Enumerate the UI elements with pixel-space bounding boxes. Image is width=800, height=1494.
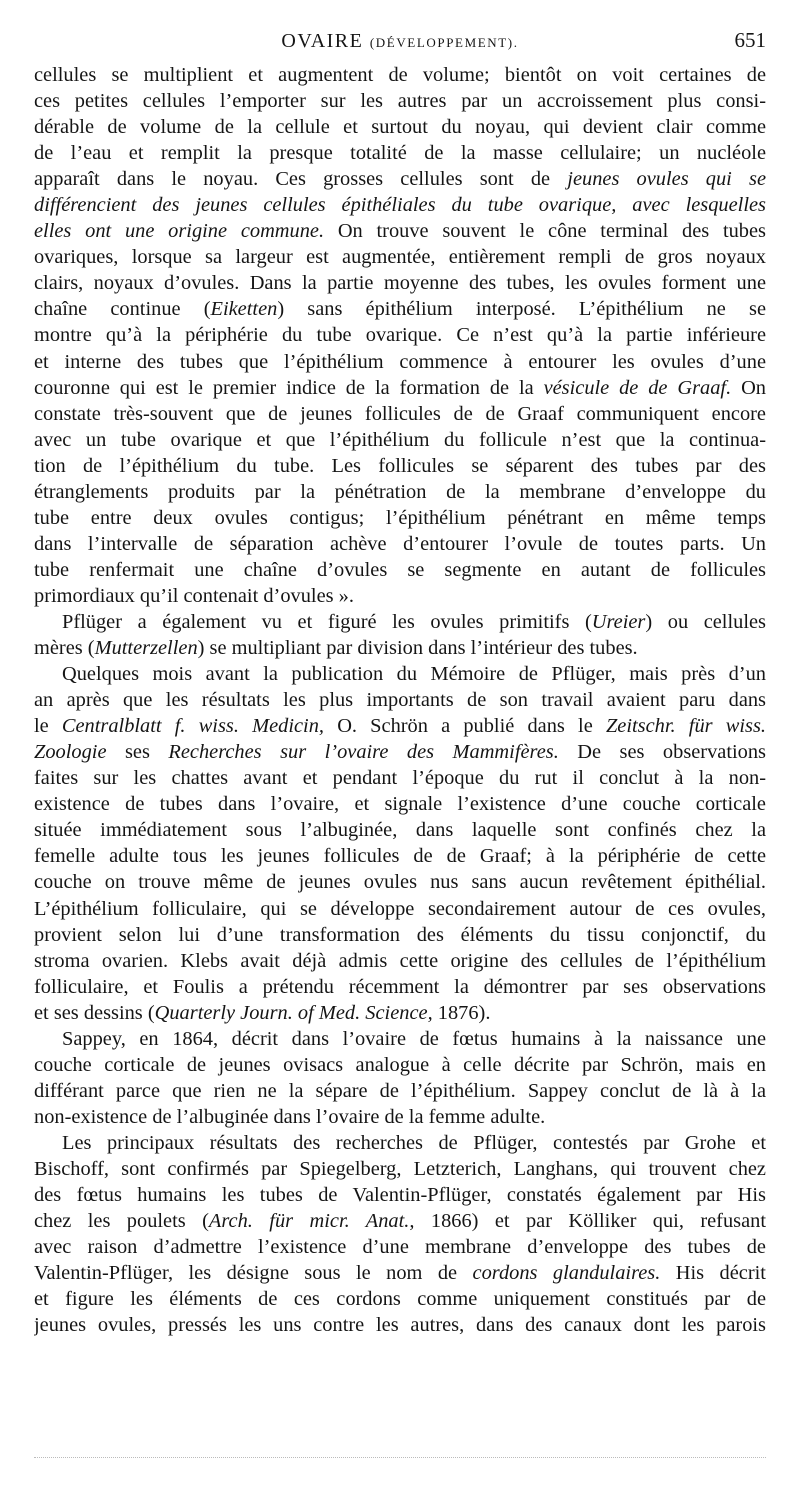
text-run: étranglements produits par la pénétration de la membrane d’enveloppe du: [34, 480, 766, 503]
text-run: clairs, noyaux d’ovules. Dans la partie moyenne des tubes, les ovules forment une: [34, 272, 766, 295]
text-line: [34, 375, 766, 401]
text-run: tube entre deux ovules contigus; l’épithélium pénétrant en même temps: [34, 506, 766, 529]
text-line: [34, 948, 766, 974]
text-run: an après que les résultats les plus importants de son travail avaient paru dans: [34, 689, 766, 712]
text-run: ) ou cellules: [645, 610, 766, 633]
text-line: [34, 843, 766, 869]
text-line: [34, 817, 766, 843]
text-run: existence de tubes dans l’ovaire, et signale l’existence d’une couche corticale: [34, 793, 766, 816]
text-run: et interne des tubes que l’épithélium commence à entourer les ovules d’une: [34, 350, 766, 373]
text-line: [34, 218, 766, 244]
text-line: [34, 922, 766, 948]
text-line: [34, 635, 766, 661]
text-run: apparaît dans le noyau. Ces grosses cellules sont de: [34, 168, 568, 191]
text-run: stroma ovarien. Klebs avait déjà admis cette origine des cellules de l’épithélium: [34, 949, 766, 972]
text-line: [34, 1286, 766, 1312]
text-line: [34, 270, 766, 296]
italic-text: Zeitschr. für wiss.: [605, 715, 766, 738]
text-line: [34, 1260, 766, 1286]
text-run: de l’eau et remplit la presque totalité de la masse cellulaire; un nucléole: [34, 142, 766, 165]
text-line: [34, 88, 766, 114]
text-run: mères (: [34, 637, 95, 660]
italic-text: Quarterly Journ. of Med. Science,: [154, 1001, 433, 1024]
text-run: non-existence de l’albuginée dans l’ovaire de la femme adulte.: [34, 1105, 546, 1128]
text-line: [34, 557, 766, 583]
text-line: [34, 244, 766, 270]
footer-divider: [34, 1457, 766, 1458]
text-line: [34, 583, 766, 609]
text-line: [34, 1130, 766, 1156]
text-line: [34, 192, 766, 218]
text-run: avec raison d’admettre l’existence d’une membrane d’enveloppe des tubes de: [34, 1236, 766, 1259]
text-line: [34, 739, 766, 765]
italic-text: vésicule de de Graaf.: [543, 376, 732, 399]
text-line: [34, 974, 766, 1000]
italic-text: Mutterzellen: [94, 637, 198, 660]
italic-text: Recherches sur l’ovaire des Mammifères.: [168, 741, 559, 764]
italic-text: Zoologie: [34, 741, 107, 764]
text-run: O. Schrön a publié dans le: [324, 715, 606, 738]
italic-text: Arch. für micr. Anat.,: [208, 1210, 415, 1233]
text-run: avec un tube ovarique et que l’épithélium du follicule n’est que la continua-: [34, 428, 766, 451]
text-run: chaîne continue (: [34, 298, 211, 321]
text-line: [34, 479, 766, 505]
text-line: [34, 1182, 766, 1208]
text-line: [34, 296, 766, 322]
text-line: [34, 453, 766, 479]
text-run: L’épithélium folliculaire, qui se développe secondairement autour de ces ovules,: [34, 897, 766, 920]
text-run: le: [34, 715, 62, 738]
text-line: [34, 427, 766, 453]
text-line: [34, 505, 766, 531]
italic-text: différencient des jeunes cellules épithéliales du tube ovarique, avec lesquelles: [34, 194, 766, 217]
text-line: [34, 896, 766, 922]
text-run: provient selon lui d’une transformation des éléments du tissu conjonctif, du: [34, 923, 766, 946]
running-title-main: OVAIRE: [281, 30, 364, 52]
text-run: ses: [106, 741, 169, 764]
text-line: [34, 1078, 766, 1104]
italic-text: cordons glandulaires.: [472, 1262, 661, 1285]
text-line: [34, 166, 766, 192]
text-run: Les principaux résultats des recherches de Pflüger, contestés par Grohe et: [62, 1131, 766, 1154]
text-run: située immédiatement sous l’albuginée, dans laquelle sont confinés chez la: [34, 819, 766, 842]
italic-text: Ureier: [591, 610, 646, 633]
text-run: jeunes ovules, pressés les uns contre les autres, dans des canaux dont les parois: [34, 1314, 766, 1337]
text-run: primordiaux qu’il contenait d’ovules ».: [34, 584, 354, 607]
text-run: De ses observations: [558, 741, 766, 764]
text-line: [34, 661, 766, 687]
text-run: On trouve souvent le cône terminal des tubes: [324, 220, 766, 243]
running-title-subtitle: (DÉVELOPPEMENT).: [369, 35, 519, 50]
text-line: [34, 791, 766, 817]
italic-text: elles ont une origine commune.: [34, 220, 325, 243]
text-run: Sappey, en 1864, décrit dans l’ovaire de fœtus humains à la naissance une: [62, 1027, 766, 1050]
text-run: constate très-souvent que de jeunes follicules de de Graaf communiquent encore: [34, 402, 766, 425]
text-run: différant parce que rien ne la sépare de l’épithélium. Sappey conclut de là à la: [34, 1079, 766, 1102]
text-run: chez les poulets (: [34, 1210, 209, 1233]
text-run: et figure les éléments de ces cordons comme uniquement constitués par de: [34, 1288, 766, 1311]
text-run: Bischoff, sont confirmés par Spiegelberg, Letzterich, Langhans, qui trouvent chez: [34, 1157, 766, 1180]
italic-text: jeunes ovules qui se: [567, 168, 766, 191]
running-title: [34, 30, 766, 53]
text-run: ovariques, lorsque sa largeur est augmentée, entièrement rempli de gros noyaux: [34, 246, 766, 269]
text-line: [34, 1000, 766, 1026]
text-line: [34, 62, 766, 88]
italic-text: Centralblatt f. wiss. Medicin,: [61, 715, 325, 738]
text-run: des fœtus humains les tubes de Valentin-Pflüger, constatés également par His: [34, 1184, 766, 1207]
text-run: ) sans épithélium interposé. L’épithélium ne se: [277, 298, 766, 321]
text-line: [34, 687, 766, 713]
text-run: Valentin-Pflüger, les désigne sous le nom de: [34, 1262, 473, 1285]
text-line: [34, 322, 766, 348]
text-run: et ses dessins (: [34, 1001, 155, 1024]
text-run: 1866) et par Kölliker qui, refusant: [414, 1210, 766, 1233]
text-run: ces petites cellules l’emporter sur les autres par un accroissement plus consi-: [34, 90, 766, 113]
text-line: [34, 609, 766, 635]
text-run: femelle adulte tous les jeunes follicules de de Graaf; à la périphérie de cette: [34, 845, 766, 868]
text-line: [34, 1052, 766, 1078]
text-line: [34, 713, 766, 739]
text-run: ) se multipliant par division dans l’intérieur des tubes.: [197, 637, 638, 660]
italic-text: Eiketten: [210, 298, 278, 321]
text-run: cellules se multiplient et augmentent de volume; bientôt on voit certaines de: [34, 64, 766, 86]
text-line: [34, 1156, 766, 1182]
text-run: His décrit: [660, 1262, 766, 1285]
page-number: 651: [734, 28, 766, 52]
text-run: couche corticale de jeunes ovisacs analogue à celle décrite par Schrön, mais en: [34, 1053, 766, 1076]
text-run: Pflüger a également vu et figuré les ovules primitifs (: [62, 610, 592, 633]
text-line: [34, 401, 766, 427]
text-run: folliculaire, et Foulis a prétendu récemment la démontrer par ses observations: [34, 975, 766, 998]
text-run: dans l’intervalle de séparation achève d’entourer l’ovule de toutes parts. Un: [34, 532, 766, 555]
text-run: faites sur les chattes avant et pendant l’époque du rut il conclut à la non-: [34, 767, 766, 790]
text-run: tube renfermait une chaîne d’ovules se segmente en autant de follicules: [34, 558, 766, 581]
text-line: [34, 114, 766, 140]
text-line: [34, 140, 766, 166]
text-line: [34, 349, 766, 375]
text-line: [34, 1104, 766, 1130]
text-run: On: [731, 376, 766, 399]
text-line: [34, 1026, 766, 1052]
text-line: [34, 1234, 766, 1260]
running-header: [34, 26, 766, 56]
text-run: couronne qui est le premier indice de la formation de la: [34, 376, 544, 399]
text-line: [34, 531, 766, 557]
text-line: [34, 765, 766, 791]
text-run: 1876).: [432, 1001, 491, 1024]
body-text: [34, 62, 766, 1338]
text-line: [34, 1312, 766, 1338]
text-run: dérable de volume de la cellule et surtout du noyau, qui devient clair comme: [34, 116, 766, 139]
text-line: [34, 869, 766, 895]
text-line: [34, 1208, 766, 1234]
text-run: montre qu’à la périphérie du tube ovarique. Ce n’est qu’à la partie inférieure: [34, 324, 766, 347]
text-run: tion de l’épithélium du tube. Les follicules se séparent des tubes par des: [34, 454, 766, 477]
text-run: Quelques mois avant la publication du Mémoire de Pflüger, mais près d’un: [62, 663, 766, 686]
text-run: couche on trouve même de jeunes ovules nus sans aucun revêtement épithélial.: [34, 871, 766, 894]
